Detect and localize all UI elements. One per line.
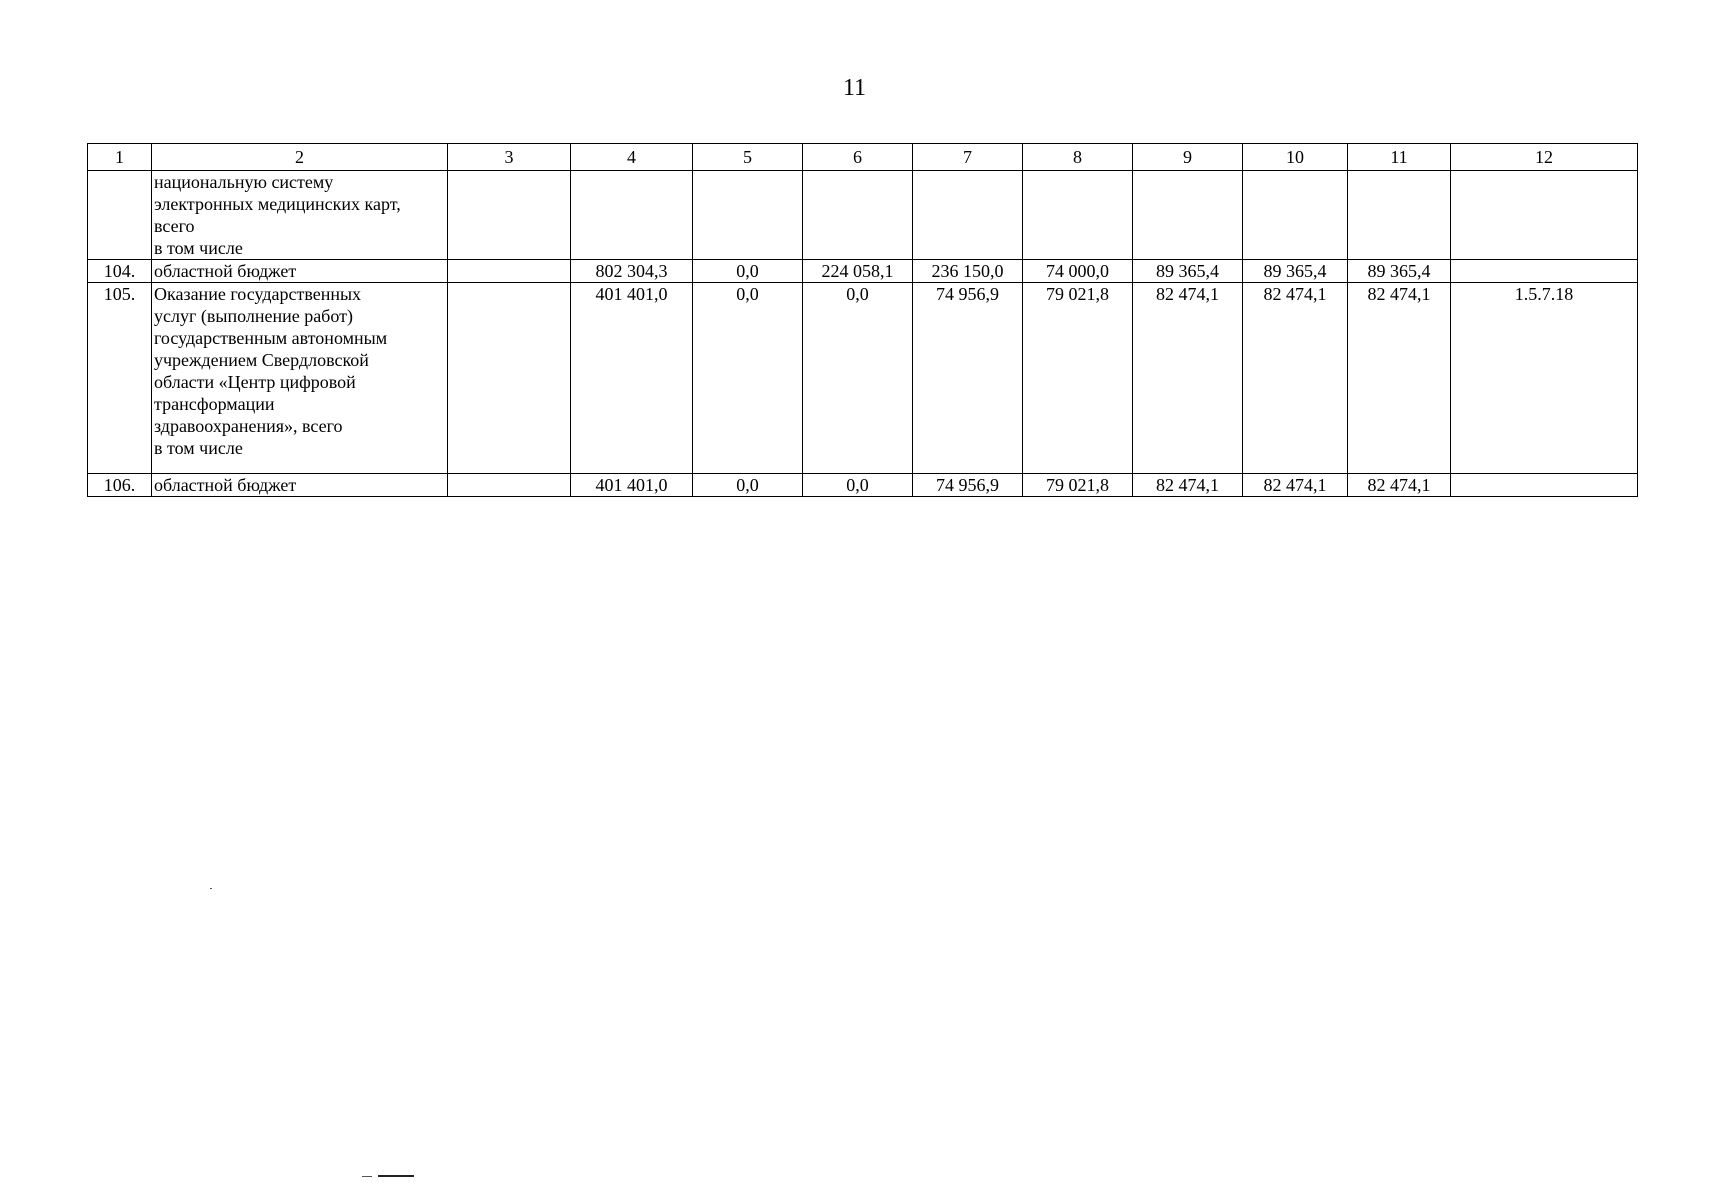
column-header: 8 [1023,144,1133,171]
row-number: 106. [88,474,152,497]
table-row [88,260,1638,283]
cell-col4: 401 401,0 [571,283,693,474]
row-name [152,260,448,283]
cell-col7 [913,171,1023,260]
row-name-line: области «Центр цифровой [154,372,356,392]
cell-col11: 82 474,1 [1348,474,1451,497]
table-row [88,474,1638,497]
cell-col12: 1.5.7.18 [1451,283,1638,474]
row-name [152,283,448,474]
row-name-line: областной бюджет [154,475,297,495]
column-header: 12 [1451,144,1638,171]
page-number: 11 [842,75,867,101]
cell-col3 [448,171,571,260]
column-header: 6 [803,144,913,171]
cell-col5: 0,0 [693,474,803,497]
cell-col7: 236 150,0 [913,260,1023,283]
column-header: 2 [152,144,448,171]
cell-col3 [448,260,571,283]
table-header-row [88,144,1638,171]
cell-col11: 82 474,1 [1348,283,1451,474]
cell-col6: 0,0 [803,474,913,497]
cell-col6: 0,0 [803,283,913,474]
row-name-line: в том числе [154,438,243,458]
cell-col7: 74 956,9 [913,474,1023,497]
row-name-line: всего [154,216,195,236]
cell-col9 [1133,171,1243,260]
row-name-line: областной бюджет [154,261,297,281]
row-number: 105. [88,283,152,474]
cell-col6: 224 058,1 [803,260,913,283]
cell-col12 [1451,171,1638,260]
column-header: 10 [1243,144,1348,171]
row-name-line: национальную систему [154,172,334,192]
table-row [88,283,1638,474]
cell-col3 [448,474,571,497]
column-header: 4 [571,144,693,171]
scan-artifact [362,1176,372,1177]
row-name-line: Оказание государственных [154,284,362,304]
scan-artifact [210,888,212,889]
row-name [152,474,448,497]
column-header: 1 [88,144,152,171]
row-name-line: учреждением Свердловской [154,350,369,370]
table-row [88,171,1638,260]
row-number [88,171,152,260]
cell-col12 [1451,260,1638,283]
cell-col10: 82 474,1 [1243,283,1348,474]
row-name [152,171,448,260]
budget-table [87,143,1638,497]
cell-col4: 401 401,0 [571,474,693,497]
cell-col4: 802 304,3 [571,260,693,283]
cell-col8: 79 021,8 [1023,474,1133,497]
row-name-line: электронных медицинских карт, [154,194,401,214]
cell-col4 [571,171,693,260]
row-number: 104. [88,260,152,283]
cell-col5 [693,171,803,260]
row-name-line: трансформации [154,394,275,414]
cell-col10 [1243,171,1348,260]
cell-col6 [803,171,913,260]
cell-col8: 79 021,8 [1023,283,1133,474]
cell-col8 [1023,171,1133,260]
cell-col5: 0,0 [693,283,803,474]
scan-artifact [378,1175,414,1177]
cell-col9: 82 474,1 [1133,474,1243,497]
cell-col9: 82 474,1 [1133,283,1243,474]
column-header: 7 [913,144,1023,171]
cell-col7: 74 956,9 [913,283,1023,474]
column-header: 9 [1133,144,1243,171]
cell-col3 [448,283,571,474]
column-header: 11 [1348,144,1451,171]
cell-col10: 89 365,4 [1243,260,1348,283]
cell-col8: 74 000,0 [1023,260,1133,283]
cell-col12 [1451,474,1638,497]
cell-col9: 89 365,4 [1133,260,1243,283]
row-name-line: здравоохранения», всего [154,416,343,436]
column-header: 3 [448,144,571,171]
row-name-line: государственным автономным [154,328,388,348]
cell-col5: 0,0 [693,260,803,283]
cell-col10: 82 474,1 [1243,474,1348,497]
cell-col11 [1348,171,1451,260]
cell-col11: 89 365,4 [1348,260,1451,283]
column-header: 5 [693,144,803,171]
row-name-line: услуг (выполнение работ) [154,306,353,326]
row-name-line: в том числе [154,238,243,258]
